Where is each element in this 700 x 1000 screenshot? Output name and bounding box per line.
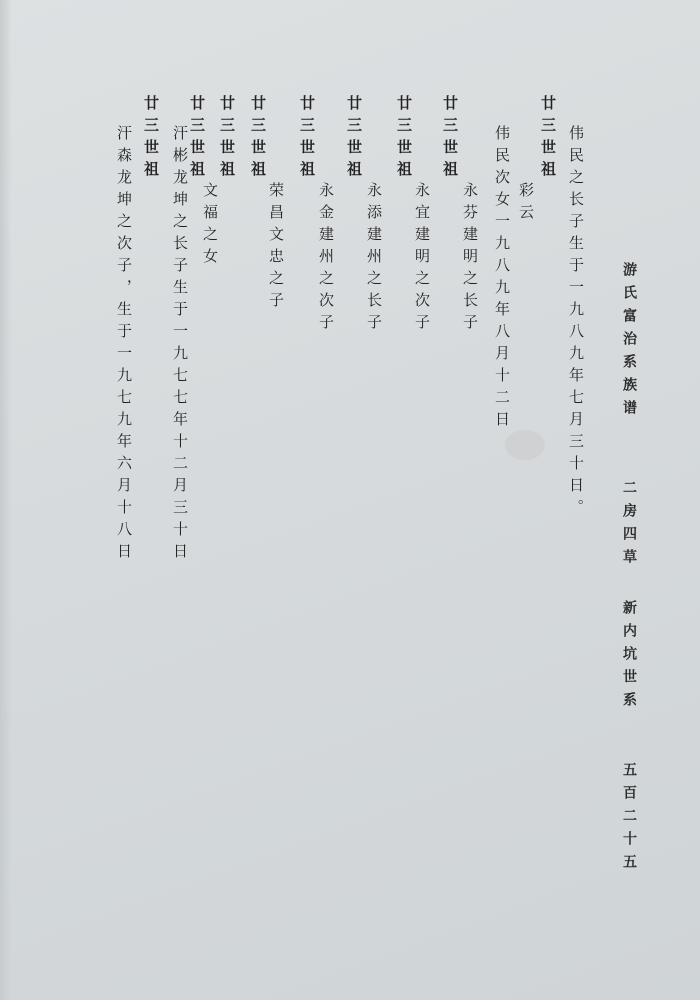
paper-stain (505, 430, 545, 460)
entry-text: 荣昌文忠之子 (267, 182, 285, 314)
page-edge-shadow (0, 0, 12, 1000)
entry-text: 汗森龙坤之次子，生于一九七九年六月十八日 (115, 125, 133, 565)
generation-label: 廿三世祖 (188, 95, 206, 183)
entry-text: 永芬建明之长子 (461, 182, 479, 336)
entry-text: 伟民之长子生于一九八九年七月三十日。 (567, 125, 585, 521)
book-title: 游氏富治系族谱 (621, 262, 637, 423)
generation-label: 廿三世祖 (142, 95, 160, 183)
generation-label: 廿三世祖 (249, 95, 267, 183)
page-number: 五百二十五 (621, 762, 637, 877)
lineage-label: 新内坑世系 (621, 600, 637, 715)
generation-label: 廿三世祖 (395, 95, 413, 183)
generation-label: 廿三世祖 (441, 95, 459, 183)
branch-label: 二房四草 (621, 480, 637, 572)
entry-name: 彩云 (517, 182, 535, 226)
generation-label: 廿三世祖 (539, 95, 557, 183)
entry-text: 永金建州之次子 (317, 182, 335, 336)
generation-label: 廿三世祖 (218, 95, 236, 183)
generation-label: 廿三世祖 (298, 95, 316, 183)
entry-text: 汗彬龙坤之长子生于一九七七年十二月三十日 (171, 125, 189, 565)
entry-text: 永添建州之长子 (365, 182, 383, 336)
entry-text: 伟民次女一九八九年八月十二日 (493, 125, 511, 433)
entry-text: 文福之女 (201, 182, 219, 270)
entry-text: 永宜建明之次子 (413, 182, 431, 336)
generation-label: 廿三世祖 (345, 95, 363, 183)
